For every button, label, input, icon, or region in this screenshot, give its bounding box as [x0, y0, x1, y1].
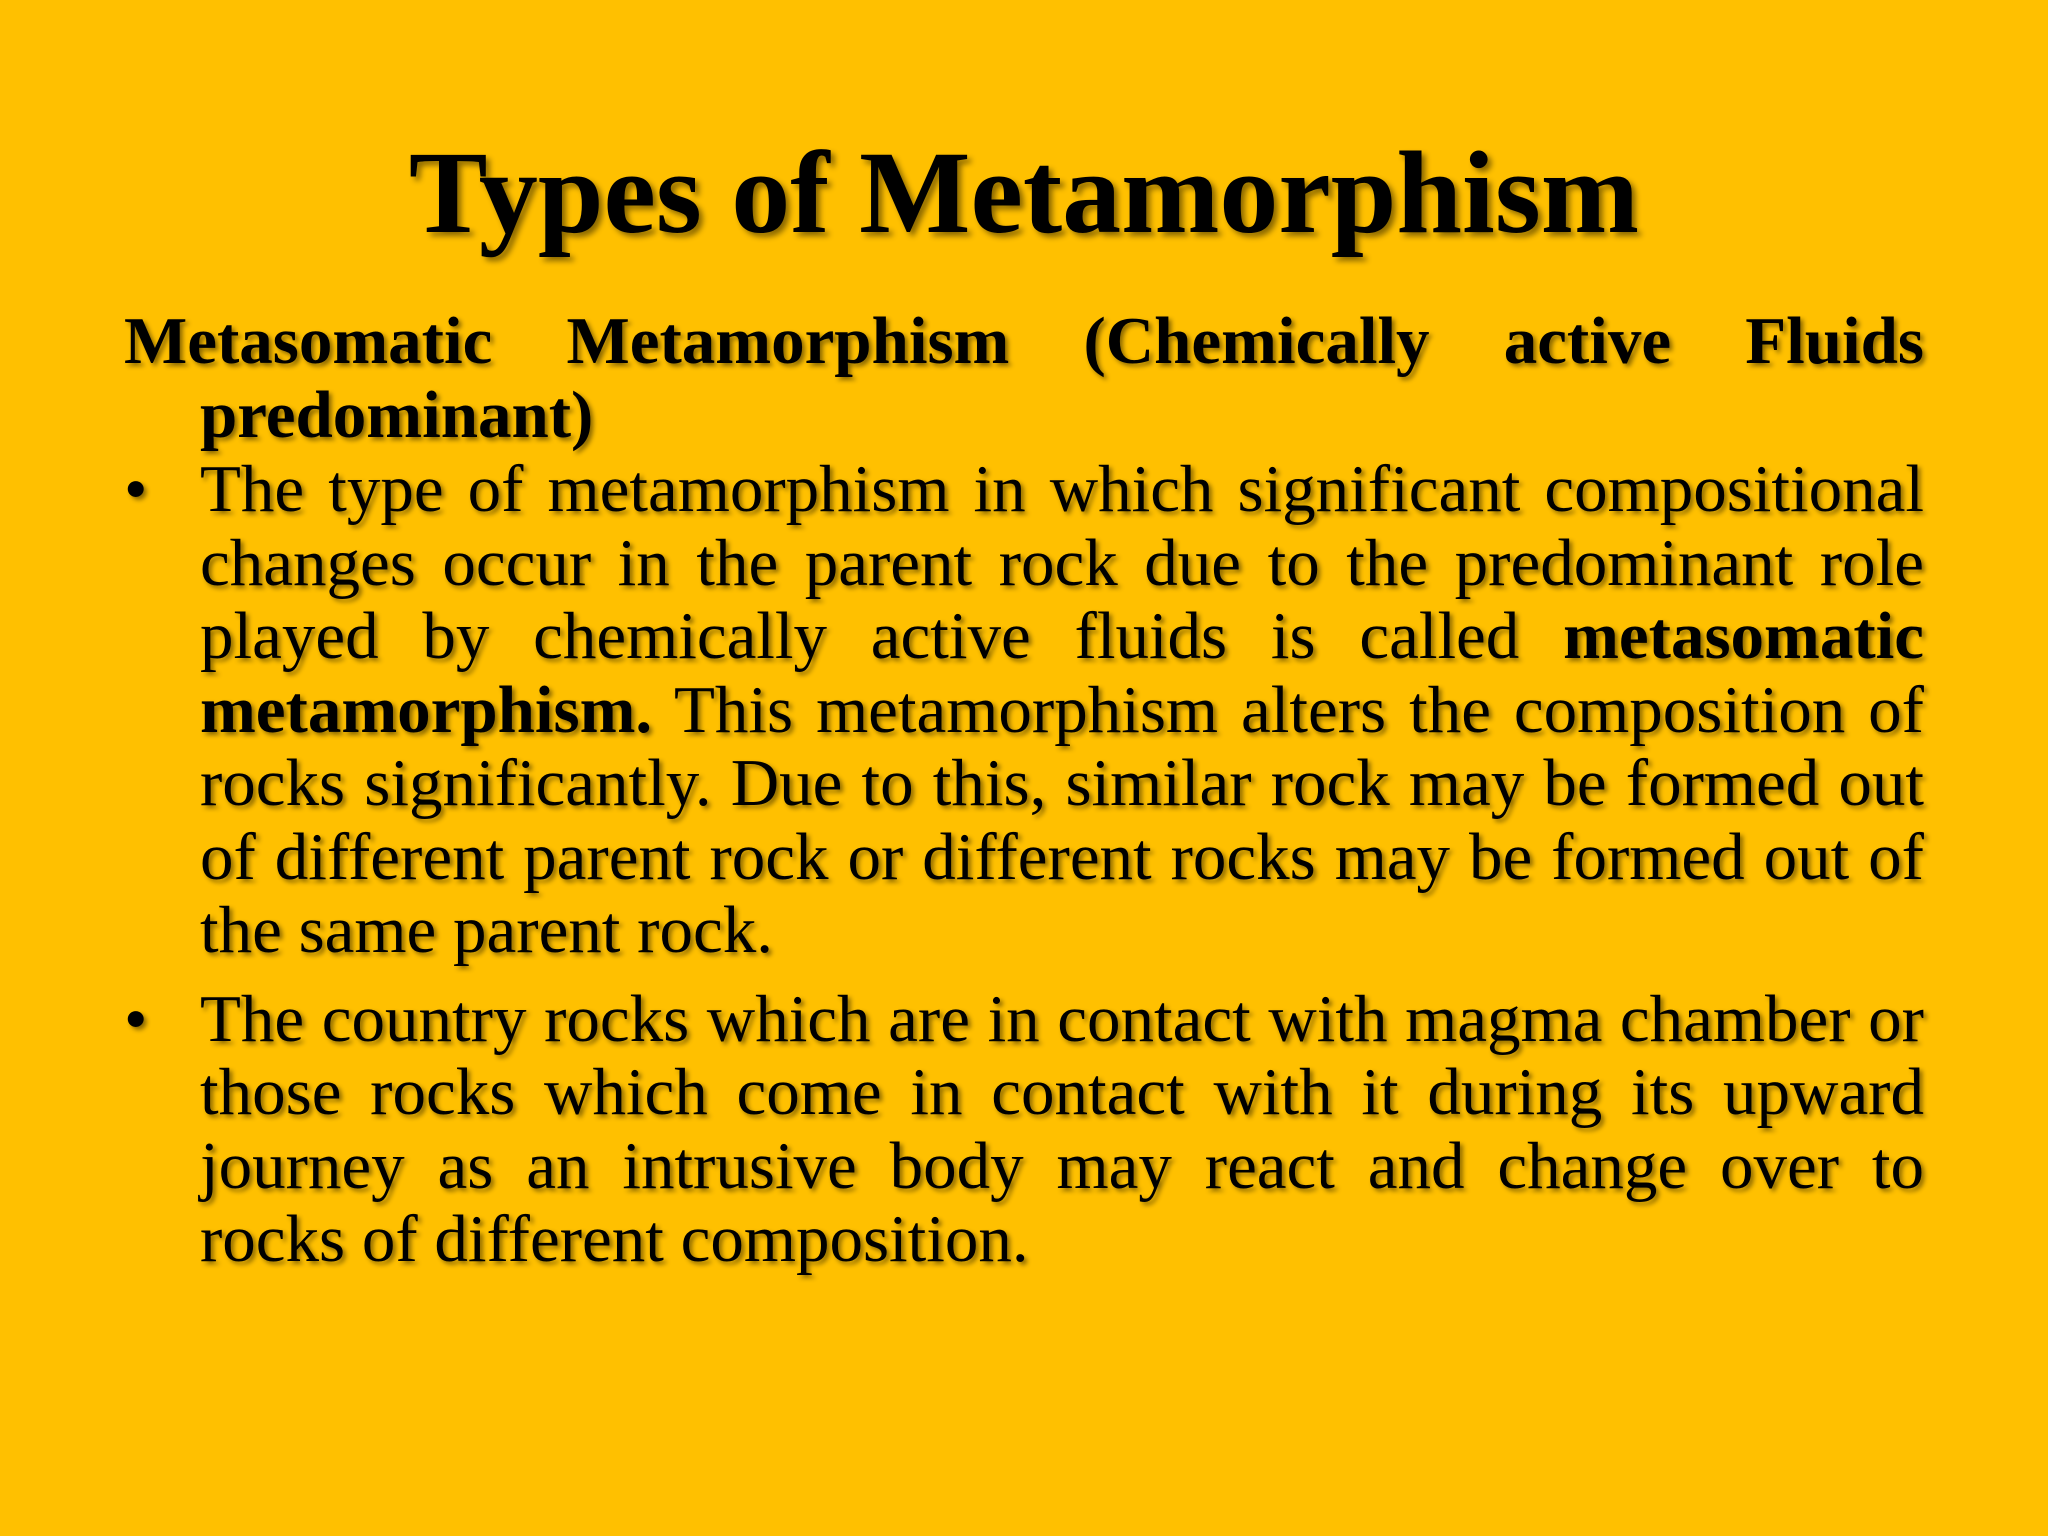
slide-content: [124, 305, 1924, 1277]
bullet-item-metasomatic-definition: [124, 453, 1924, 968]
bullet-list: [124, 453, 1924, 1277]
slide-title: Types of Metamorphism: [408, 127, 1640, 258]
bullet-icon: •: [124, 452, 148, 526]
bold-term: metasomatic metamorphism.: [200, 599, 1924, 747]
subheading: Metasomatic Metamorphism (Chemically active Fluids predominant): [124, 304, 1924, 452]
bullet-icon: •: [124, 981, 148, 1056]
bullet-text: The country rocks which are in contact with magma chamber or those rocks which come in contact with it during its upward journey as an intrusive body may react and change over to rocks of different composition.: [200, 981, 1924, 1276]
bullet-text-after: This metamorphism alters the composition of rocks significantly. Due to this, similar rock may be formed out of different parent rock or different rocks may be formed out of the same parent rock.: [200, 672, 1924, 967]
bullet-item-country-rocks: [124, 983, 1924, 1277]
bullet-text-before: The type of metamorphism in which significant compositional changes occur in the parent rock due to the predominant role played by chemically active fluids is called: [200, 452, 1924, 673]
